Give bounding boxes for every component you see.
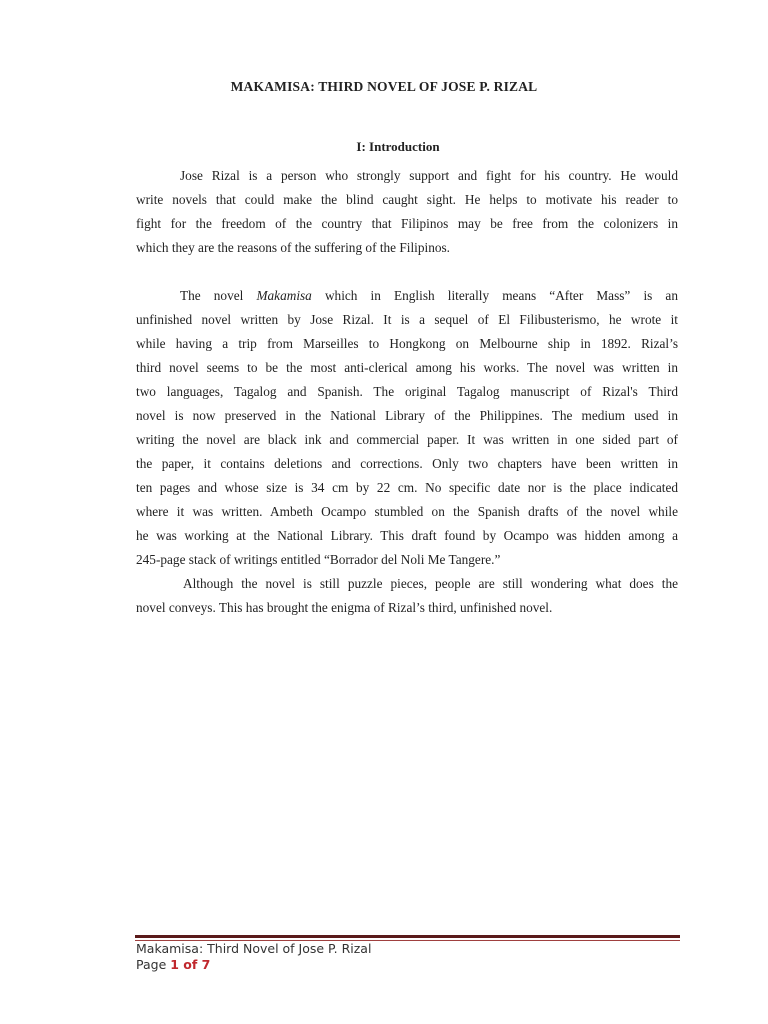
text-span: which in English literally means: [311, 288, 550, 303]
footer-divider: [135, 935, 680, 938]
text-line: fight for the freedom of the country that Filipinos may be free from the colonizers in: [136, 216, 678, 231]
page-footer: [136, 941, 371, 973]
paragraph-1: [136, 164, 678, 260]
text-span: “After Mass” is an: [549, 288, 678, 303]
document-title: MAKAMISA: THIRD NOVEL OF JOSE P. RIZAL: [230, 79, 538, 94]
footer-title: Makamisa: Third Novel of Jose P. Rizal: [136, 941, 372, 956]
text-line: novel is now preserved in the National Library of the Philippines. The medium used in: [136, 408, 678, 423]
text-span: The novel: [180, 288, 257, 303]
text-line: while having a trip from Marseilles to Hongkong on Melbourne ship in 1892. Rizal’s: [136, 336, 678, 351]
text-line: Although the novel is still puzzle pieces, people are still wondering what does the: [183, 576, 678, 591]
text-line: unfinished novel written by Jose Rizal. It is a sequel of El Filibusterismo, he wrote it: [136, 312, 678, 327]
section-heading: I: Introduction: [356, 139, 440, 154]
paragraph-3: [136, 572, 678, 620]
text-line: the paper, it contains deletions and corrections. Only two chapters have been written in: [136, 456, 678, 471]
text-line: two languages, Tagalog and Spanish. The original Tagalog manuscript of Rizal's Third: [136, 384, 678, 399]
page-label: Page: [136, 957, 171, 972]
text-line: ten pages and whose size is 34 cm by 22 cm. No specific date nor is the place indicated: [136, 480, 678, 495]
text-line: [136, 284, 678, 308]
text-line: Jose Rizal is a person who strongly support and fight for his country. He would: [180, 168, 678, 183]
text-line: write novels that could make the blind caught sight. He helps to motivate his reader to: [136, 192, 678, 207]
paragraph-2: [136, 284, 678, 572]
page-number: 1 of 7: [170, 957, 211, 972]
text-line: he was working at the National Library. This draft found by Ocampo was hidden among a: [136, 528, 678, 543]
page-indicator: [136, 957, 371, 973]
text-line: which they are the reasons of the suffering of the Filipinos.: [136, 240, 451, 255]
text-line: where it was written. Ambeth Ocampo stumbled on the Spanish drafts of the novel while: [136, 504, 678, 519]
text-line: 245-page stack of writings entitled “Borrador del Noli Me Tangere.”: [136, 552, 501, 567]
text-line: novel conveys. This has brought the enigma of Rizal’s third, unfinished novel.: [136, 600, 553, 615]
text-line: writing the novel are black ink and commercial paper. It was written in one sided part of: [136, 432, 678, 447]
italic-title: Makamisa: [256, 288, 312, 303]
text-line: third novel seems to be the most anti-clerical among his works. The novel was written in: [136, 360, 678, 375]
